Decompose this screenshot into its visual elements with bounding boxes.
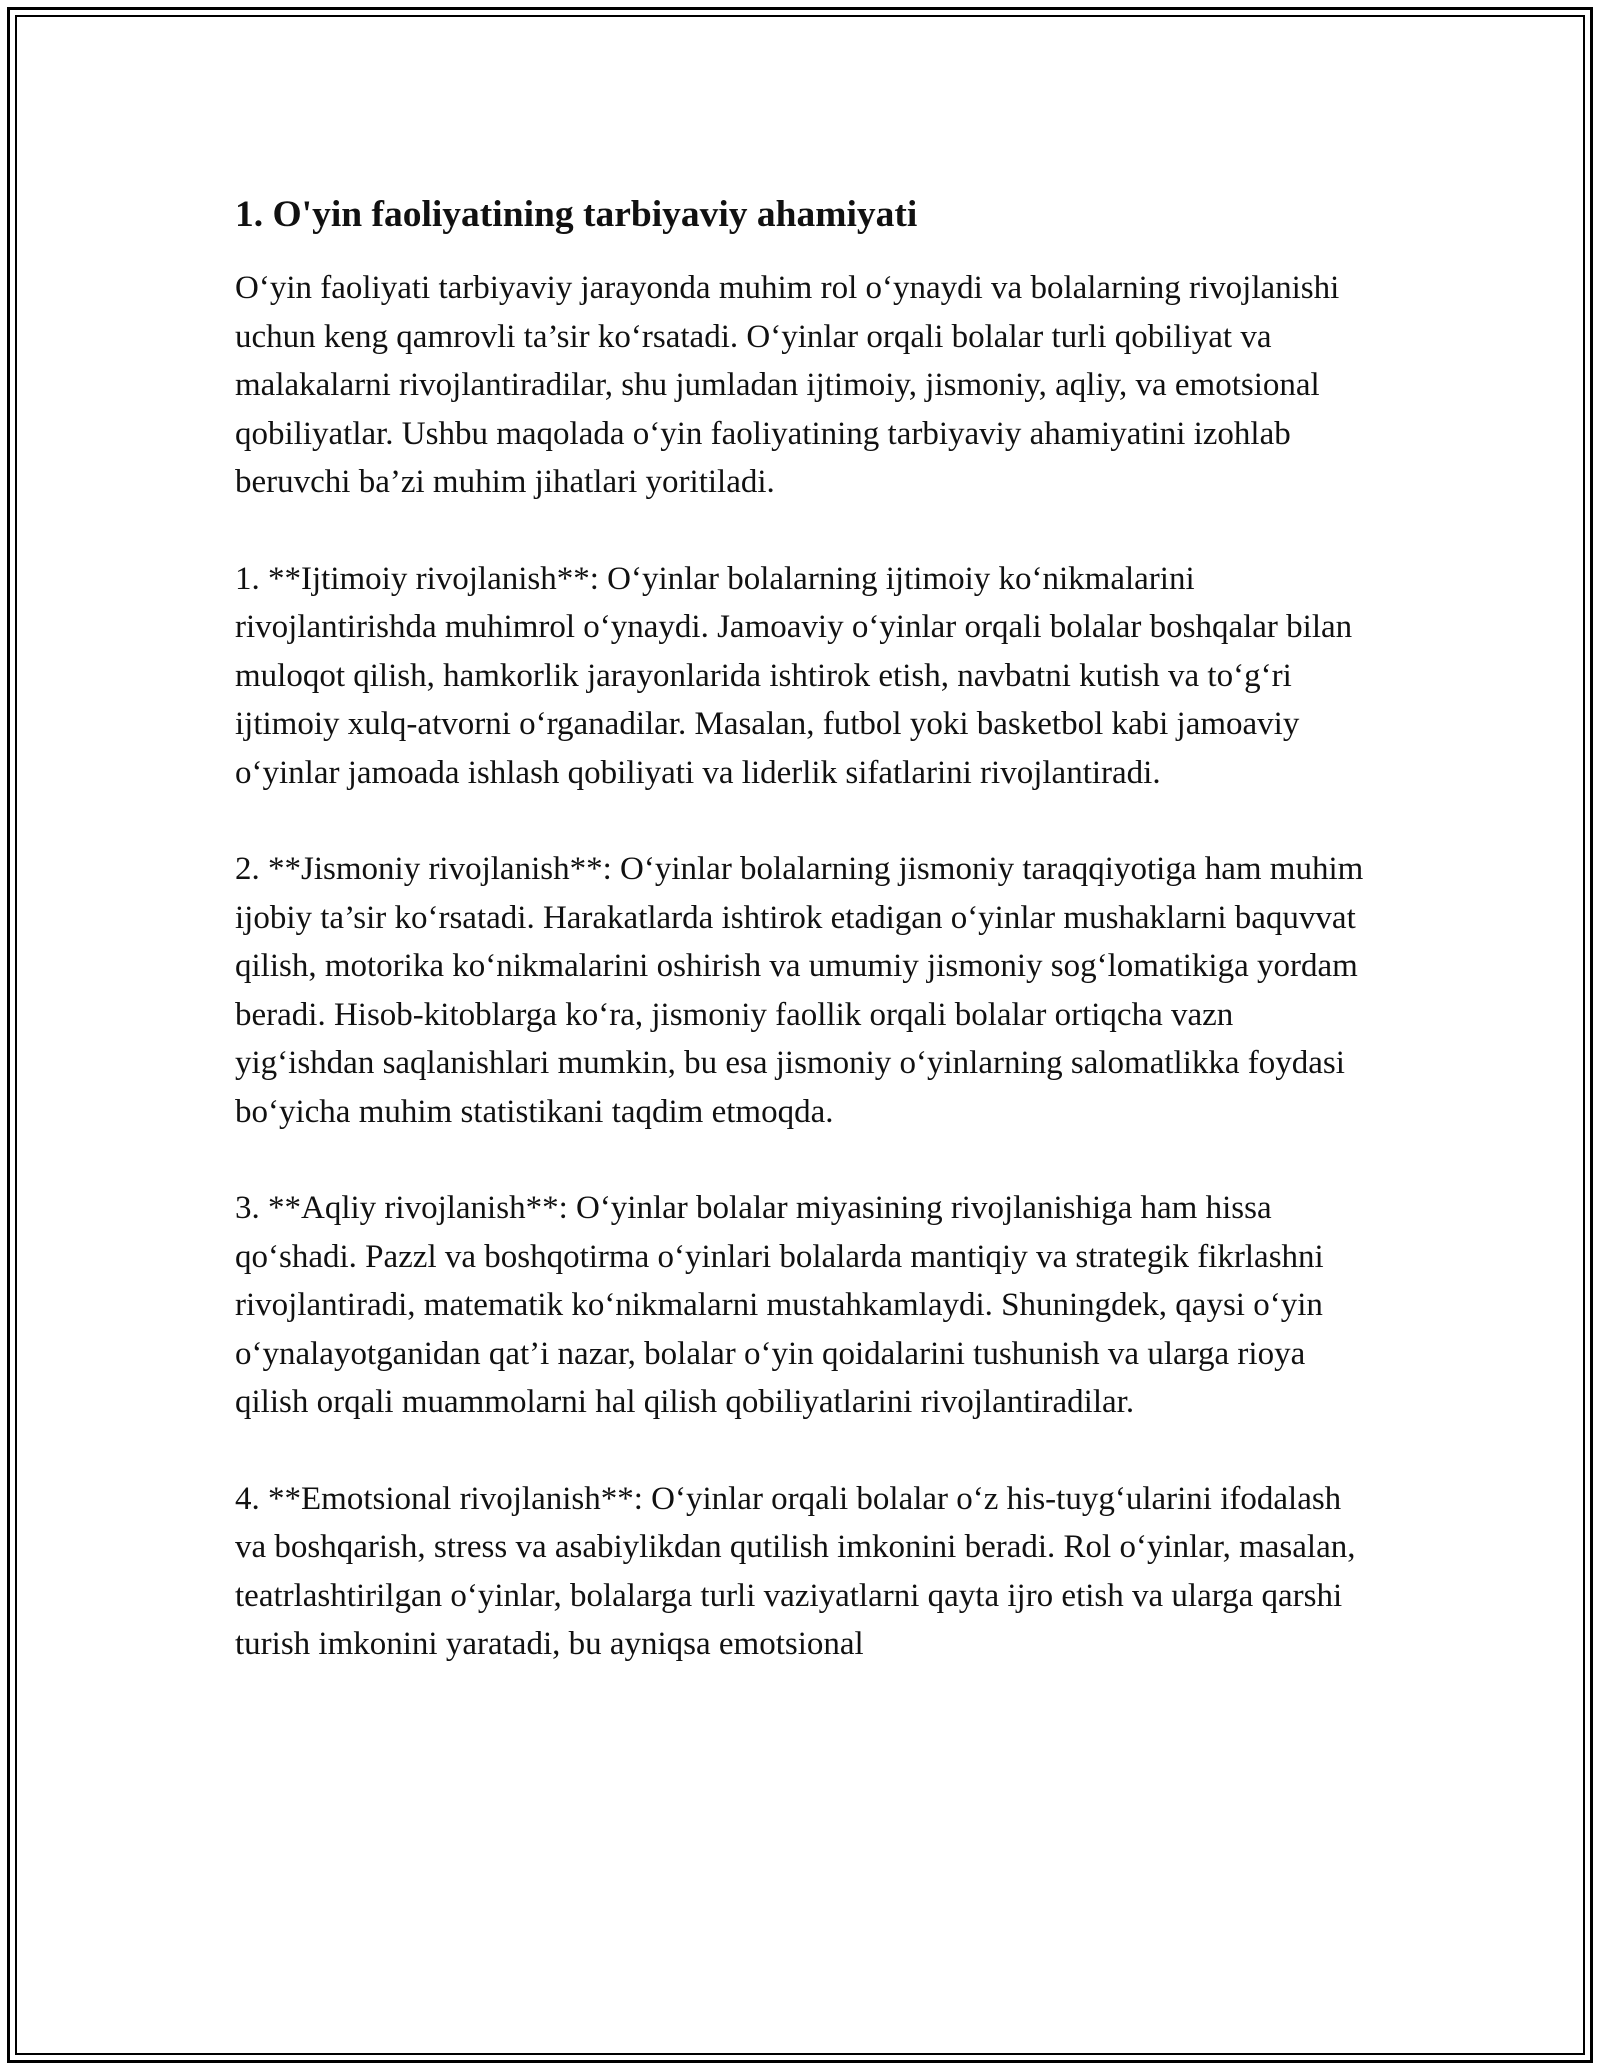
mental-development-paragraph: 3. **Aqliy rivojlanish**: O‘yinlar bolalar miyasining rivojlanishiga ham hissa qo‘shadi. Pazzl va boshqotirma o‘yinlari bolalarda mantiqiy va strategik fikrlashni rivojlantiradi, matematik ko‘nikmalarni mustahkamlaydi. Shuningdek, qaysi o‘yin o‘ynalayotganidan qat’i nazar, bolalar o‘yin qoidalarini tushunish va ularga rioya qilish orqali muammolarni hal qilish qobiliyatlarini rivojlantiradilar.	[235, 1190, 1324, 1420]
social-development-paragraph: 1. **Ijtimoiy rivojlanish**: O‘yinlar bolalarning ijtimoiy ko‘nikmalarini rivojlantirishda muhimrol o‘ynaydi. Jamoaviy o‘yinlar orqali bolalar boshqalar bilan muloqot qilish, hamkorlik jarayonlarida ishtirok etish, navbatni kutish va to‘g‘ri ijtimoiy xulq-atvorni o‘rganadilar. Masalan, futbol yoki basketbol kabi jamoaviy o‘yinlar jamoada ishlash qobiliyati va liderlik sifatlarini rivojlantiradi.	[235, 560, 1353, 791]
physical-development-paragraph: 2. **Jismoniy rivojlanish**: O‘yinlar bolalarning jismoniy taraqqiyotiga ham muhim ijobiy ta’sir ko‘rsatadi. Harakatlarda ishtirok etadigan o‘yinlar mushaklarni baquvvat qilish, motorika ko‘nikmalarini oshirish va umumiy jismoniy sog‘lomatikiga yordam beradi. Hisob-kitoblarga ko‘ra, jismoniy faollik orqali bolalar ortiqcha vazn yig‘ishdan saqlanishlari mumkin, bu esa jismoniy o‘yinlarning salomatlikka foydasi bo‘yicha muhim statistikani taqdim etmoqda.	[235, 851, 1364, 1130]
document-body	[235, 190, 1375, 1717]
intro-paragraph: O‘yin faoliyati tarbiyaviy jarayonda muhim rol o‘ynaydi va bolalarning rivojlanishi uchun keng qamrovli ta’sir ko‘rsatadi. O‘yinlar orqali bolalar turli qobiliyat va malakalarni rivojlantiradilar, shu jumladan ijtimoiy, jismoniy, aqliy, va emotsional qobiliyatlar. Ushbu maqolada o‘yin faoliyatining tarbiyaviy ahamiyatini izohlab beruvchi ba’zi muhim jihatlari yoritiladi.	[235, 270, 1340, 500]
emotional-development-paragraph: 4. **Emotsional rivojlanish**: O‘yinlar orqali bolalar o‘z his-tuyg‘ularini ifodalash va boshqarish, stress va asabiylikdan qutilish imkonini beradi. Rol o‘yinlar, masalan, teatrlashtirilgan o‘yinlar, bolalarga turli vaziyatlarni qayta ijro etish va ularga qarshi turish imkonini yaratadi, bu ayniqsa emotsional	[235, 1480, 1356, 1662]
document-heading: 1. O'yin faoliyatining tarbiyaviy ahamiyati	[235, 194, 918, 235]
